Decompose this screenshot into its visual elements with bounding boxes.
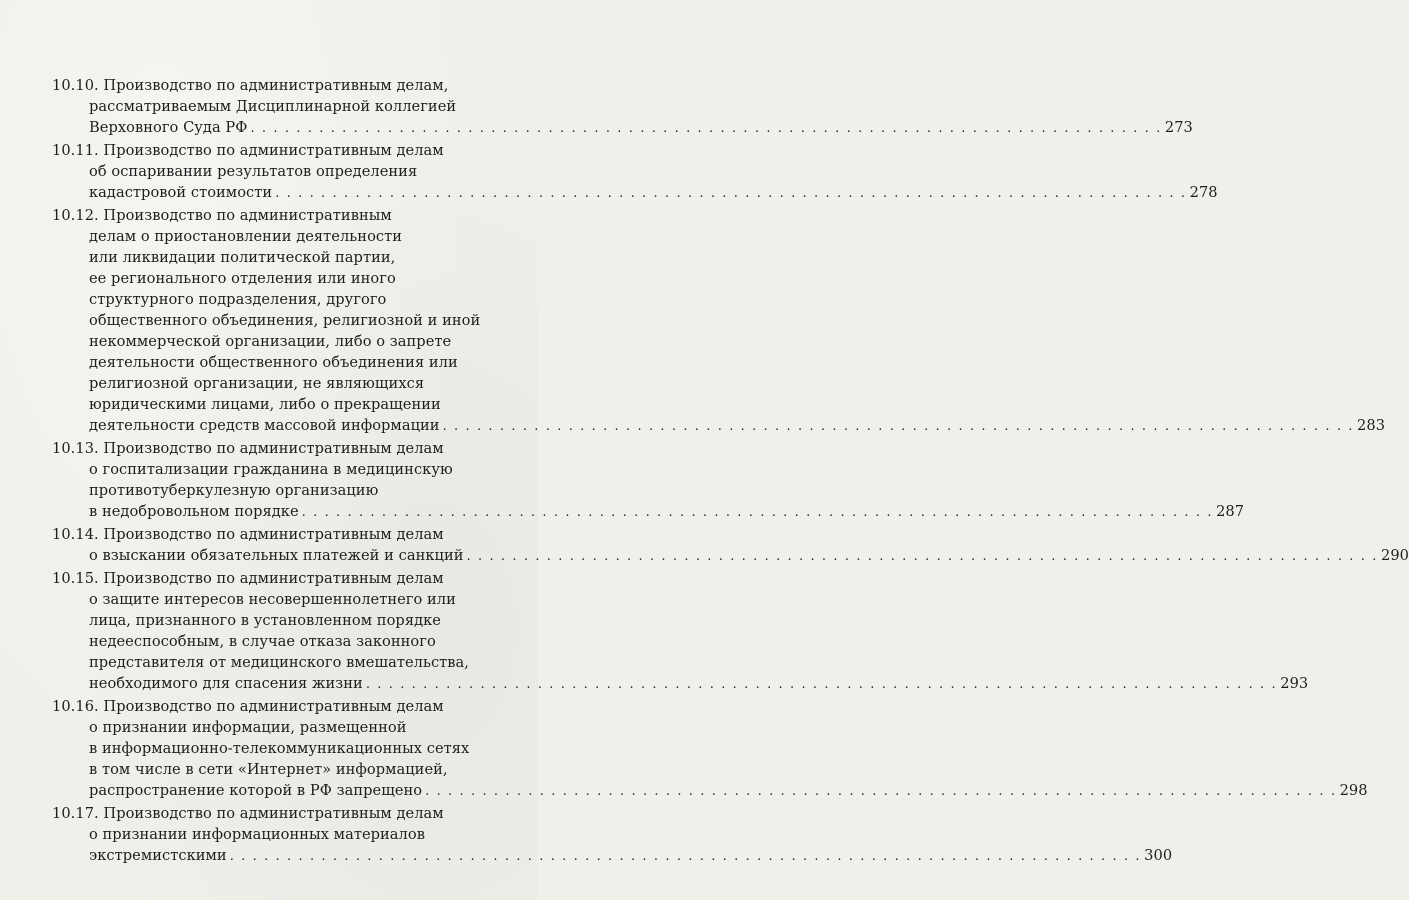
toc-entry-title-line: Производство по административным делам (103, 526, 444, 543)
toc-page-number: 290 (1380, 547, 1409, 564)
toc-entry-line (52, 524, 514, 545)
toc-leader-dots: . . . . . . . . . . . . . . . . . . . . . . . . . . . . . . . . . . . . . . . . . . . . . . . . . . . . . . . . . . . . . . . . . . . . . . . . . . . . . . . . (365, 677, 1278, 692)
toc-entry-number: 10.10. (52, 77, 99, 94)
toc-entry-line (52, 247, 514, 268)
toc-entry-line (52, 117, 1193, 138)
toc-entry-line (52, 759, 514, 780)
toc-entry-line (52, 373, 514, 394)
toc-leader-dots: . . . . . . . . . . . . . . . . . . . . . . . . . . . . . . . . . . . . . . . . . . . . . . . . . . . . . . . . . . . . . . . . . . . . . . . . . . . . . . . . (275, 186, 1187, 201)
table-of-contents (52, 75, 1409, 868)
toc-entry-title-line: представителя от медицинского вмешательства, (89, 654, 469, 671)
toc-entry-title-line: в информационно-телекоммуникационных сетях (89, 740, 470, 757)
toc-entry-title-line: Производство по административным (103, 207, 392, 224)
toc-page-number: 300 (1144, 847, 1173, 864)
toc-entry-line (52, 438, 514, 459)
toc-entry-title-line: Производство по административным делам (103, 698, 444, 715)
toc-entry-line (52, 545, 1409, 566)
toc-entry-title-line: юридическими лицами, либо о прекращении (89, 396, 441, 413)
toc-entry-title-line: Производство по административным делам, (103, 77, 449, 94)
toc-entry-title-line: Производство по административным делам (103, 570, 444, 587)
toc-entry-line (52, 631, 514, 652)
toc-entry-number: 10.14. (52, 526, 99, 543)
toc-entry-title-line: в том числе в сети «Интернет» информацией, (89, 761, 448, 778)
toc-entry-title-line: структурного подразделения, другого (89, 291, 387, 308)
toc-entry-title-line: необходимого для спасения жизни (89, 675, 363, 692)
toc-entry-line (52, 205, 514, 226)
toc-entry-title-line: кадастровой стоимости (89, 184, 273, 201)
toc-leader-dots: . . . . . . . . . . . . . . . . . . . . . . . . . . . . . . . . . . . . . . . . . . . . . . . . . . . . . . . . . . . . . . . . . . . . . . . . . . . . . . . . (229, 849, 1142, 864)
toc-leader-dots: . . . . . . . . . . . . . . . . . . . . . . . . . . . . . . . . . . . . . . . . . . . . . . . . . . . . . . . . . . . . . . . . . . . . . . . . . . . . . . . . (425, 784, 1337, 799)
toc-entry-title-line: о признании информации, размещенной (89, 719, 407, 736)
toc-entry-title-line: распространение которой в РФ запрещено (89, 782, 423, 799)
toc-entry-line (52, 161, 514, 182)
toc-page-number: 287 (1216, 503, 1245, 520)
toc-page-number: 273 (1164, 119, 1193, 136)
toc-leader-dots: . . . . . . . . . . . . . . . . . . . . . . . . . . . . . . . . . . . . . . . . . . . . . . . . . . . . . . . . . . . . . . . . . . . . . . . . . . . . . . . . (442, 419, 1355, 434)
toc-entry-title-line: Производство по административным делам (103, 142, 444, 159)
toc-entry-title-line: ее регионального отделения или иного (89, 270, 396, 287)
toc-entry-title-line: о взыскании обязательных платежей и санкций (89, 547, 464, 564)
toc-entry-title-line: недееспособным, в случае отказа законного (89, 633, 436, 650)
toc-entry-title-line: общественного объединения, религиозной и иной (89, 312, 481, 329)
toc-entry-line (52, 415, 1386, 436)
toc-entry-number: 10.11. (52, 142, 99, 159)
toc-entry-line (52, 845, 1173, 866)
toc-entry-number: 10.16. (52, 698, 99, 715)
toc-entry-title-line: религиозной организации, не являющихся (89, 375, 425, 392)
toc-entry (52, 75, 1193, 138)
toc-leader-dots: . . . . . . . . . . . . . . . . . . . . . . . . . . . . . . . . . . . . . . . . . . . . . . . . . . . . . . . . . . . . . . . . . . . . . . . . . . . . . . . . (466, 549, 1378, 564)
toc-page-number: 278 (1189, 184, 1218, 201)
toc-entry-title-line: лица, признанного в установленном порядке (89, 612, 441, 629)
toc-entry-line (52, 310, 514, 331)
toc-entry-title-line: делам о приостановлении деятельности (89, 228, 403, 245)
toc-entry (52, 696, 1368, 801)
toc-entry-line (52, 717, 514, 738)
toc-entry-title-line: Верховного Суда РФ (89, 119, 248, 136)
toc-entry-line (52, 480, 514, 501)
toc-entry-line (52, 289, 514, 310)
toc-entry-line (52, 501, 1245, 522)
toc-entry-title-line: об оспаривании результатов определения (89, 163, 418, 180)
toc-entry-line (52, 331, 514, 352)
toc-entry-title-line: деятельности общественного объединения или (89, 354, 458, 371)
toc-entry-line (52, 803, 514, 824)
toc-entry (52, 205, 1386, 436)
toc-entry-title-line: о госпитализации гражданина в медицинскую (89, 461, 453, 478)
toc-entry-line (52, 673, 1309, 694)
toc-entry-line (52, 696, 514, 717)
toc-entry-title-line: Производство по административным делам (103, 440, 444, 457)
toc-entry-title-line: рассматриваемым Дисциплинарной коллегией (89, 98, 457, 115)
toc-entry-line (52, 140, 514, 161)
toc-entry-line (52, 352, 514, 373)
toc-entry (52, 524, 1409, 566)
toc-page-number: 283 (1357, 417, 1386, 434)
toc-entry-title-line: противотуберкулезную организацию (89, 482, 379, 499)
toc-entry-title-line: экстремистскими (89, 847, 227, 864)
toc-entry-line (52, 652, 514, 673)
toc-entry (52, 140, 1218, 203)
toc-entry-line (52, 589, 514, 610)
toc-entry-line (52, 268, 514, 289)
toc-entry-line (52, 610, 514, 631)
toc-page-number: 293 (1280, 675, 1309, 692)
toc-entry-title-line: о защите интересов несовершеннолетнего или (89, 591, 456, 608)
toc-entry-title-line: или ликвидации политической партии, (89, 249, 396, 266)
toc-entry-line (52, 824, 514, 845)
toc-entry-number: 10.15. (52, 570, 99, 587)
toc-entry-line (52, 182, 1218, 203)
toc-entry-line (52, 394, 514, 415)
toc-entry-title-line: о признании информационных материалов (89, 826, 425, 843)
toc-entry-line (52, 226, 514, 247)
toc-entry-title-line: Производство по административным делам (103, 805, 444, 822)
toc-leader-dots: . . . . . . . . . . . . . . . . . . . . . . . . . . . . . . . . . . . . . . . . . . . . . . . . . . . . . . . . . . . . . . . . . . . . . . . . . . . . . . . . (250, 121, 1162, 136)
toc-page-number: 298 (1339, 782, 1368, 799)
toc-entry-title-line: деятельности средств массовой информации (89, 417, 440, 434)
toc-entry-line (52, 459, 514, 480)
toc-entry-title-line: некоммерческой организации, либо о запрете (89, 333, 452, 350)
toc-entry (52, 438, 1245, 522)
toc-entry-line (52, 568, 514, 589)
toc-entry (52, 568, 1309, 694)
toc-entry-line (52, 96, 514, 117)
toc-entry-line (52, 738, 514, 759)
toc-entry-line (52, 780, 1368, 801)
toc-entry-number: 10.12. (52, 207, 99, 224)
toc-leader-dots: . . . . . . . . . . . . . . . . . . . . . . . . . . . . . . . . . . . . . . . . . . . . . . . . . . . . . . . . . . . . . . . . . . . . . . . . . . . . . . . . (301, 505, 1214, 520)
toc-entry-title-line: в недобровольном порядке (89, 503, 299, 520)
toc-entry-number: 10.17. (52, 805, 99, 822)
toc-entry-number: 10.13. (52, 440, 99, 457)
toc-entry (52, 803, 1173, 866)
toc-entry-line (52, 75, 514, 96)
